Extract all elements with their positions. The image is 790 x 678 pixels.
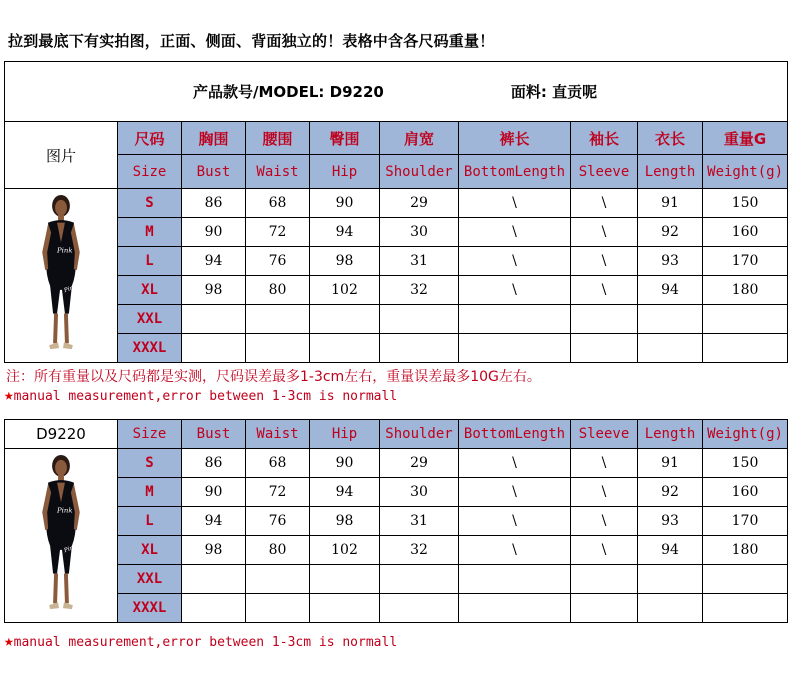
note-en-text: manual measurement,error between 1-3cm is normall xyxy=(13,635,398,650)
size-label: S xyxy=(118,189,182,218)
garment-print-text: Pink xyxy=(57,506,73,515)
garment-print-text: Pink xyxy=(57,246,73,255)
table-cell: \ xyxy=(571,189,638,218)
table-cell xyxy=(459,305,571,334)
table-row xyxy=(5,594,788,623)
note-en-text: manual measurement,error between 1-3cm is normall xyxy=(13,389,398,404)
header-cn: 尺码 xyxy=(118,122,182,155)
table-cell: \ xyxy=(571,247,638,276)
table-cell xyxy=(459,334,571,363)
table-cell xyxy=(182,334,246,363)
table-cell: 29 xyxy=(380,189,459,218)
table-cell xyxy=(380,334,459,363)
garment-print-text: Pink xyxy=(63,284,78,295)
table-cell: 150 xyxy=(703,189,788,218)
table-cell: 30 xyxy=(380,218,459,247)
table-cell: 92 xyxy=(638,478,703,507)
table-cell: 91 xyxy=(638,449,703,478)
header-en: Bust xyxy=(182,155,246,189)
table-cell xyxy=(182,565,246,594)
table-cell xyxy=(380,594,459,623)
table-cell: 94 xyxy=(182,507,246,536)
size-label: XXXL xyxy=(118,334,182,363)
garment-print-text: Pink xyxy=(63,544,78,555)
table-cell: \ xyxy=(459,189,571,218)
product-title-row xyxy=(5,62,788,122)
table-row xyxy=(5,218,788,247)
table-cell xyxy=(638,594,703,623)
table-cell xyxy=(638,565,703,594)
header-cn: 衣长 xyxy=(638,122,703,155)
header-en: Bust xyxy=(182,420,246,449)
model-code: D9220 xyxy=(5,420,118,449)
size-label: M xyxy=(118,218,182,247)
table-cell xyxy=(182,305,246,334)
table-cell xyxy=(571,334,638,363)
size-label: L xyxy=(118,507,182,536)
table-cell: 30 xyxy=(380,478,459,507)
header-en: Weight(g) xyxy=(703,420,788,449)
table-cell xyxy=(571,594,638,623)
table-cell xyxy=(310,594,380,623)
header-en: Sleeve xyxy=(571,420,638,449)
table-cell: 29 xyxy=(380,449,459,478)
table-cell: \ xyxy=(571,218,638,247)
table-cell xyxy=(703,305,788,334)
table-cell: 72 xyxy=(246,478,310,507)
table-cell xyxy=(703,334,788,363)
table-cell: 31 xyxy=(380,247,459,276)
header-en: Shoulder xyxy=(380,155,459,189)
header-en: Length xyxy=(638,155,703,189)
header-en: Weight(g) xyxy=(703,155,788,189)
table-cell xyxy=(182,594,246,623)
table-cell: \ xyxy=(571,478,638,507)
table-row xyxy=(5,507,788,536)
table-cell: 170 xyxy=(703,247,788,276)
table-cell: 76 xyxy=(246,247,310,276)
table-cell: 94 xyxy=(310,478,380,507)
size-label: XXL xyxy=(118,305,182,334)
table-cell: 160 xyxy=(703,218,788,247)
table-cell: 90 xyxy=(310,449,380,478)
photo-cell xyxy=(5,449,118,623)
table-row xyxy=(5,565,788,594)
table-cell: 93 xyxy=(638,507,703,536)
header-cn: 肩宽 xyxy=(380,122,459,155)
table-cell: 98 xyxy=(182,536,246,565)
table-cell: \ xyxy=(459,218,571,247)
table-cell xyxy=(571,565,638,594)
table-cell: 102 xyxy=(310,536,380,565)
header-en: Waist xyxy=(246,420,310,449)
table-cell: 91 xyxy=(638,189,703,218)
table-cell: \ xyxy=(571,507,638,536)
table-row xyxy=(5,536,788,565)
table-cell: 90 xyxy=(182,218,246,247)
size-label: XL xyxy=(118,536,182,565)
size-label: S xyxy=(118,449,182,478)
table-cell: 86 xyxy=(182,189,246,218)
size-label: XL xyxy=(118,276,182,305)
header-en: Sleeve xyxy=(571,155,638,189)
table-cell: 32 xyxy=(380,276,459,305)
size-table-2 xyxy=(4,419,788,623)
table-cell: \ xyxy=(459,478,571,507)
table-cell xyxy=(571,305,638,334)
table-cell xyxy=(310,305,380,334)
table-cell: 31 xyxy=(380,507,459,536)
table-row xyxy=(5,189,788,218)
header-en: Length xyxy=(638,420,703,449)
table-cell xyxy=(638,305,703,334)
table-cell: \ xyxy=(571,449,638,478)
table-cell: 98 xyxy=(310,507,380,536)
table-cell: 94 xyxy=(310,218,380,247)
model-photo xyxy=(35,193,87,361)
header-cn: 重量G xyxy=(703,122,788,155)
table-cell: 90 xyxy=(310,189,380,218)
header-en: Shoulder xyxy=(380,420,459,449)
header-en: Waist xyxy=(246,155,310,189)
table-row xyxy=(5,478,788,507)
table-cell: 98 xyxy=(182,276,246,305)
table-cell: 170 xyxy=(703,507,788,536)
table-cell: 94 xyxy=(638,276,703,305)
table-cell: \ xyxy=(459,449,571,478)
table-cell: 32 xyxy=(380,536,459,565)
table-cell: 93 xyxy=(638,247,703,276)
table-cell xyxy=(703,594,788,623)
table-cell xyxy=(380,565,459,594)
table-cell: 180 xyxy=(703,276,788,305)
measurement-note-cn: 注：所有重量以及尺码都是实测，尺码误差最多1-3cm左右，重量误差最多10G左右。 xyxy=(6,369,541,385)
table-cell xyxy=(246,565,310,594)
table-cell xyxy=(459,594,571,623)
table-cell xyxy=(380,305,459,334)
top-note: 拉到最底下有实拍图，正面、侧面、背面独立的！表格中含各尺码重量！ xyxy=(8,32,495,50)
table-cell: \ xyxy=(459,507,571,536)
table-cell: 94 xyxy=(182,247,246,276)
header-en: Hip xyxy=(310,420,380,449)
table-cell: \ xyxy=(459,276,571,305)
header-cn: 臀围 xyxy=(310,122,380,155)
fabric-label: 面料: 直贡呢 xyxy=(510,83,598,101)
header-en: BottomLength xyxy=(459,155,571,189)
table-row xyxy=(5,334,788,363)
table-cell: 86 xyxy=(182,449,246,478)
star-icon: ★ xyxy=(4,631,14,650)
header-cn: 裤长 xyxy=(459,122,571,155)
table-cell: 180 xyxy=(703,536,788,565)
table-cell: 76 xyxy=(246,507,310,536)
measurement-note-en-2 xyxy=(4,631,397,650)
header-cn: 腰围 xyxy=(246,122,310,155)
table-row xyxy=(5,247,788,276)
size-label: L xyxy=(118,247,182,276)
table-cell xyxy=(246,594,310,623)
size-table-1 xyxy=(4,61,788,363)
table-cell xyxy=(246,305,310,334)
table-cell: 160 xyxy=(703,478,788,507)
model-label: 产品款号/MODEL: D9220 xyxy=(193,83,384,101)
table-cell: 90 xyxy=(182,478,246,507)
table-cell xyxy=(703,565,788,594)
header-en: Size xyxy=(118,420,182,449)
table-row xyxy=(5,449,788,478)
table-cell xyxy=(310,334,380,363)
star-icon: ★ xyxy=(4,385,14,404)
header-cn: 袖长 xyxy=(571,122,638,155)
table-cell: 98 xyxy=(310,247,380,276)
size-label: XXXL xyxy=(118,594,182,623)
header-en: Size xyxy=(118,155,182,189)
table-cell: 150 xyxy=(703,449,788,478)
table-cell: \ xyxy=(571,276,638,305)
table-cell: 92 xyxy=(638,218,703,247)
table-row xyxy=(5,276,788,305)
table-cell: \ xyxy=(459,536,571,565)
header-en: BottomLength xyxy=(459,420,571,449)
table-cell: 94 xyxy=(638,536,703,565)
table-cell: 80 xyxy=(246,536,310,565)
model-photo xyxy=(35,453,87,621)
size-label: M xyxy=(118,478,182,507)
table-cell xyxy=(310,565,380,594)
table-cell: \ xyxy=(571,536,638,565)
measurement-note-en xyxy=(4,385,397,404)
table-row xyxy=(5,305,788,334)
header-cn: 胸围 xyxy=(182,122,246,155)
picture-label: 图片 xyxy=(5,122,118,189)
table-cell: 72 xyxy=(246,218,310,247)
table-cell: 102 xyxy=(310,276,380,305)
size-label: XXL xyxy=(118,565,182,594)
table-cell: 68 xyxy=(246,449,310,478)
table-cell xyxy=(459,565,571,594)
table-cell: 80 xyxy=(246,276,310,305)
photo-cell xyxy=(5,189,118,363)
table-cell xyxy=(246,334,310,363)
table-cell xyxy=(638,334,703,363)
table-cell: \ xyxy=(459,247,571,276)
header-en: Hip xyxy=(310,155,380,189)
table-cell: 68 xyxy=(246,189,310,218)
